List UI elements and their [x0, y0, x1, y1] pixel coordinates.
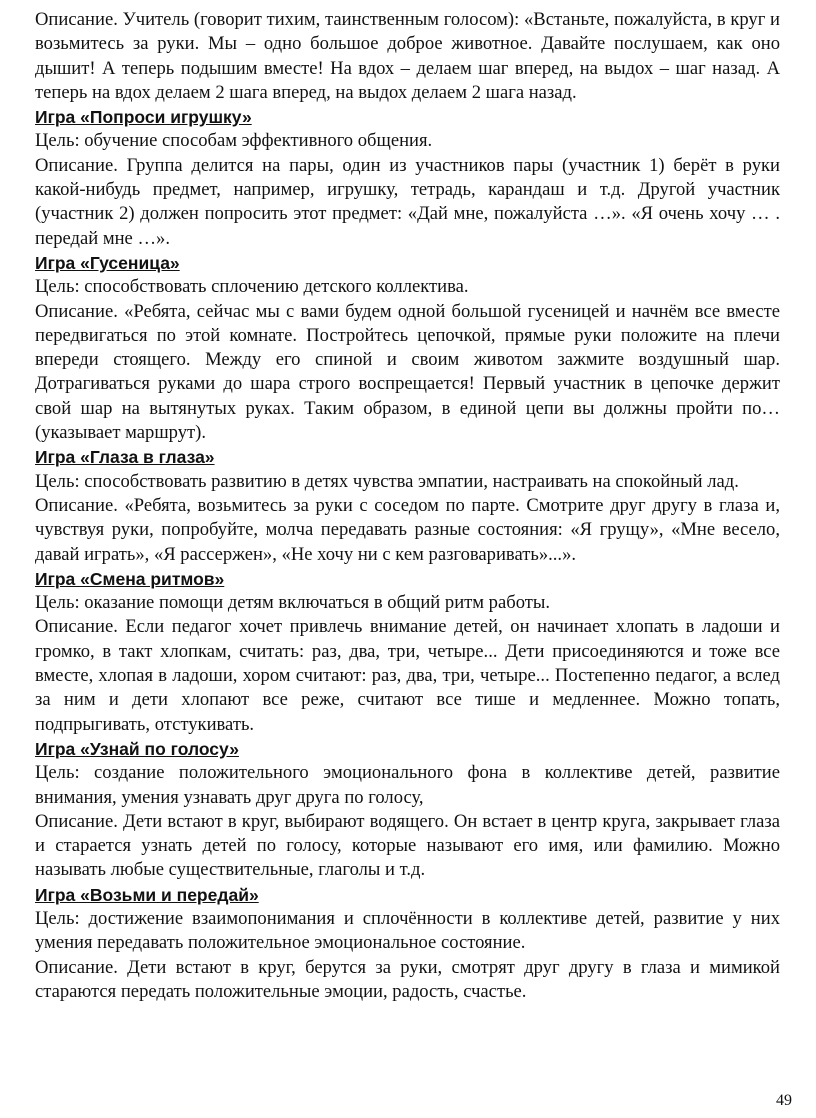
game-description: Описание. Дети встают в круг, берутся за руки, смотрят друг другу в глаза и мимикой стараются передать положительные эмоции, радость, счастье. [35, 956, 780, 1002]
game-description: Описание. Дети встают в круг, выбирают водящего. Он встает в центр круга, закрывает глаза и старается узнать детей по голосу, которые называют его имя, или фамилию. Можно называть любые существительные, глаголы и т.д. [35, 810, 780, 881]
game-section [35, 737, 780, 883]
game-goal: Цель: достижение взаимопонимания и сплочённости в коллективе детей, развитие у них умения передавать положительное эмоциональное состояние. [35, 907, 780, 954]
game-goal: Цель: оказание помощи детям включаться в общий ритм работы. [35, 592, 551, 614]
game-title: Игра «Глаза в глаза» [35, 447, 215, 468]
game-description: Описание. Группа делится на пары, один из участников пары (участник 1) берёт в руки какой-нибудь предмет, например, игрушку, тетрадь, карандаш и т.д. Другой участник (участник 2) должен попросить этот предмет: «Дай мне, пожалуйста …». «Я очень хочу … . передай мне …». [35, 154, 780, 249]
game-description: Описание. Если педагог хочет привлечь внимание детей, он начинает хлопать в ладоши и громко, в такт хлопкам, считать: раз, два, три, четыре... Дети присоединяются и тоже все вместе, хлопая в ладоши, хором считают: раз, два, три, четыре... Постепенно педагог, а вслед за ним и дети хлопают все реже, считают все тише и медленнее. Можно топать, подпрыгивать, отстукивать. [35, 616, 780, 735]
game-goal: Цель: способствовать развитию в детях чувства эмпатии, настраивать на спокойный лад. [35, 470, 739, 492]
document-page [35, 8, 780, 1004]
game-section [35, 567, 780, 737]
game-section [35, 445, 780, 566]
intro-paragraph: Описание. Учитель (говорит тихим, таинственным голосом): «Встаньте, пожалуйста, в круг и возьмитесь за руки. Мы – одно большое доброе животное. Давайте послушаем, как оно дышит! А теперь подышим вместе! На вдох – делаем шаг вперед, на выдох – шаг назад. А теперь на вдох делаем 2 шага вперед, на выдох делаем 2 шага назад. [35, 9, 780, 103]
page-number: 49 [776, 1092, 792, 1109]
game-title: Игра «Смена ритмов» [35, 568, 225, 589]
game-description: Описание. «Ребята, сейчас мы с вами будем одной большой гусеницей и начнём все вместе передвигаться по этой комнате. Постройтесь цепочкой, прямые руки положите на плечи впереди стоящего. Между его спиной и своим животом зажмите воздушный шар. Дотрагиваться руками до шара строго воспрещается! Первый участник в цепочке держит свой шар на вытянутых руках. Таким образом, в единой цепи вы должны пройти по…(указывает маршрут). [35, 300, 780, 444]
game-goal: Цель: обучение способам эффективного общения. [35, 130, 433, 152]
game-title: Игра «Возьми и передай» [35, 884, 259, 905]
game-title: Игра «Узнай по голосу» [35, 738, 239, 759]
game-goal: Цель: создание положительного эмоционального фона в коллективе детей, развитие внимания, умения узнавать друг друга по голосу, [35, 762, 780, 808]
game-title: Игра «Гусеница» [35, 252, 180, 273]
game-section [35, 251, 780, 445]
game-goal: Цель: способствовать сплочению детского коллектива. [35, 276, 469, 298]
game-description: Описание. «Ребята, возьмитесь за руки с соседом по парте. Смотрите друг другу в глаза и, чувствуя руки, попробуйте, молча передавать разные состояния: «Я грущу», «Мне весело, давай играть», «Я рассержен», «Не хочу ни с кем разговаривать»...». [35, 494, 780, 565]
game-title: Игра «Попроси игрушку» [35, 107, 252, 128]
game-section [35, 105, 780, 251]
game-section [35, 883, 780, 1004]
